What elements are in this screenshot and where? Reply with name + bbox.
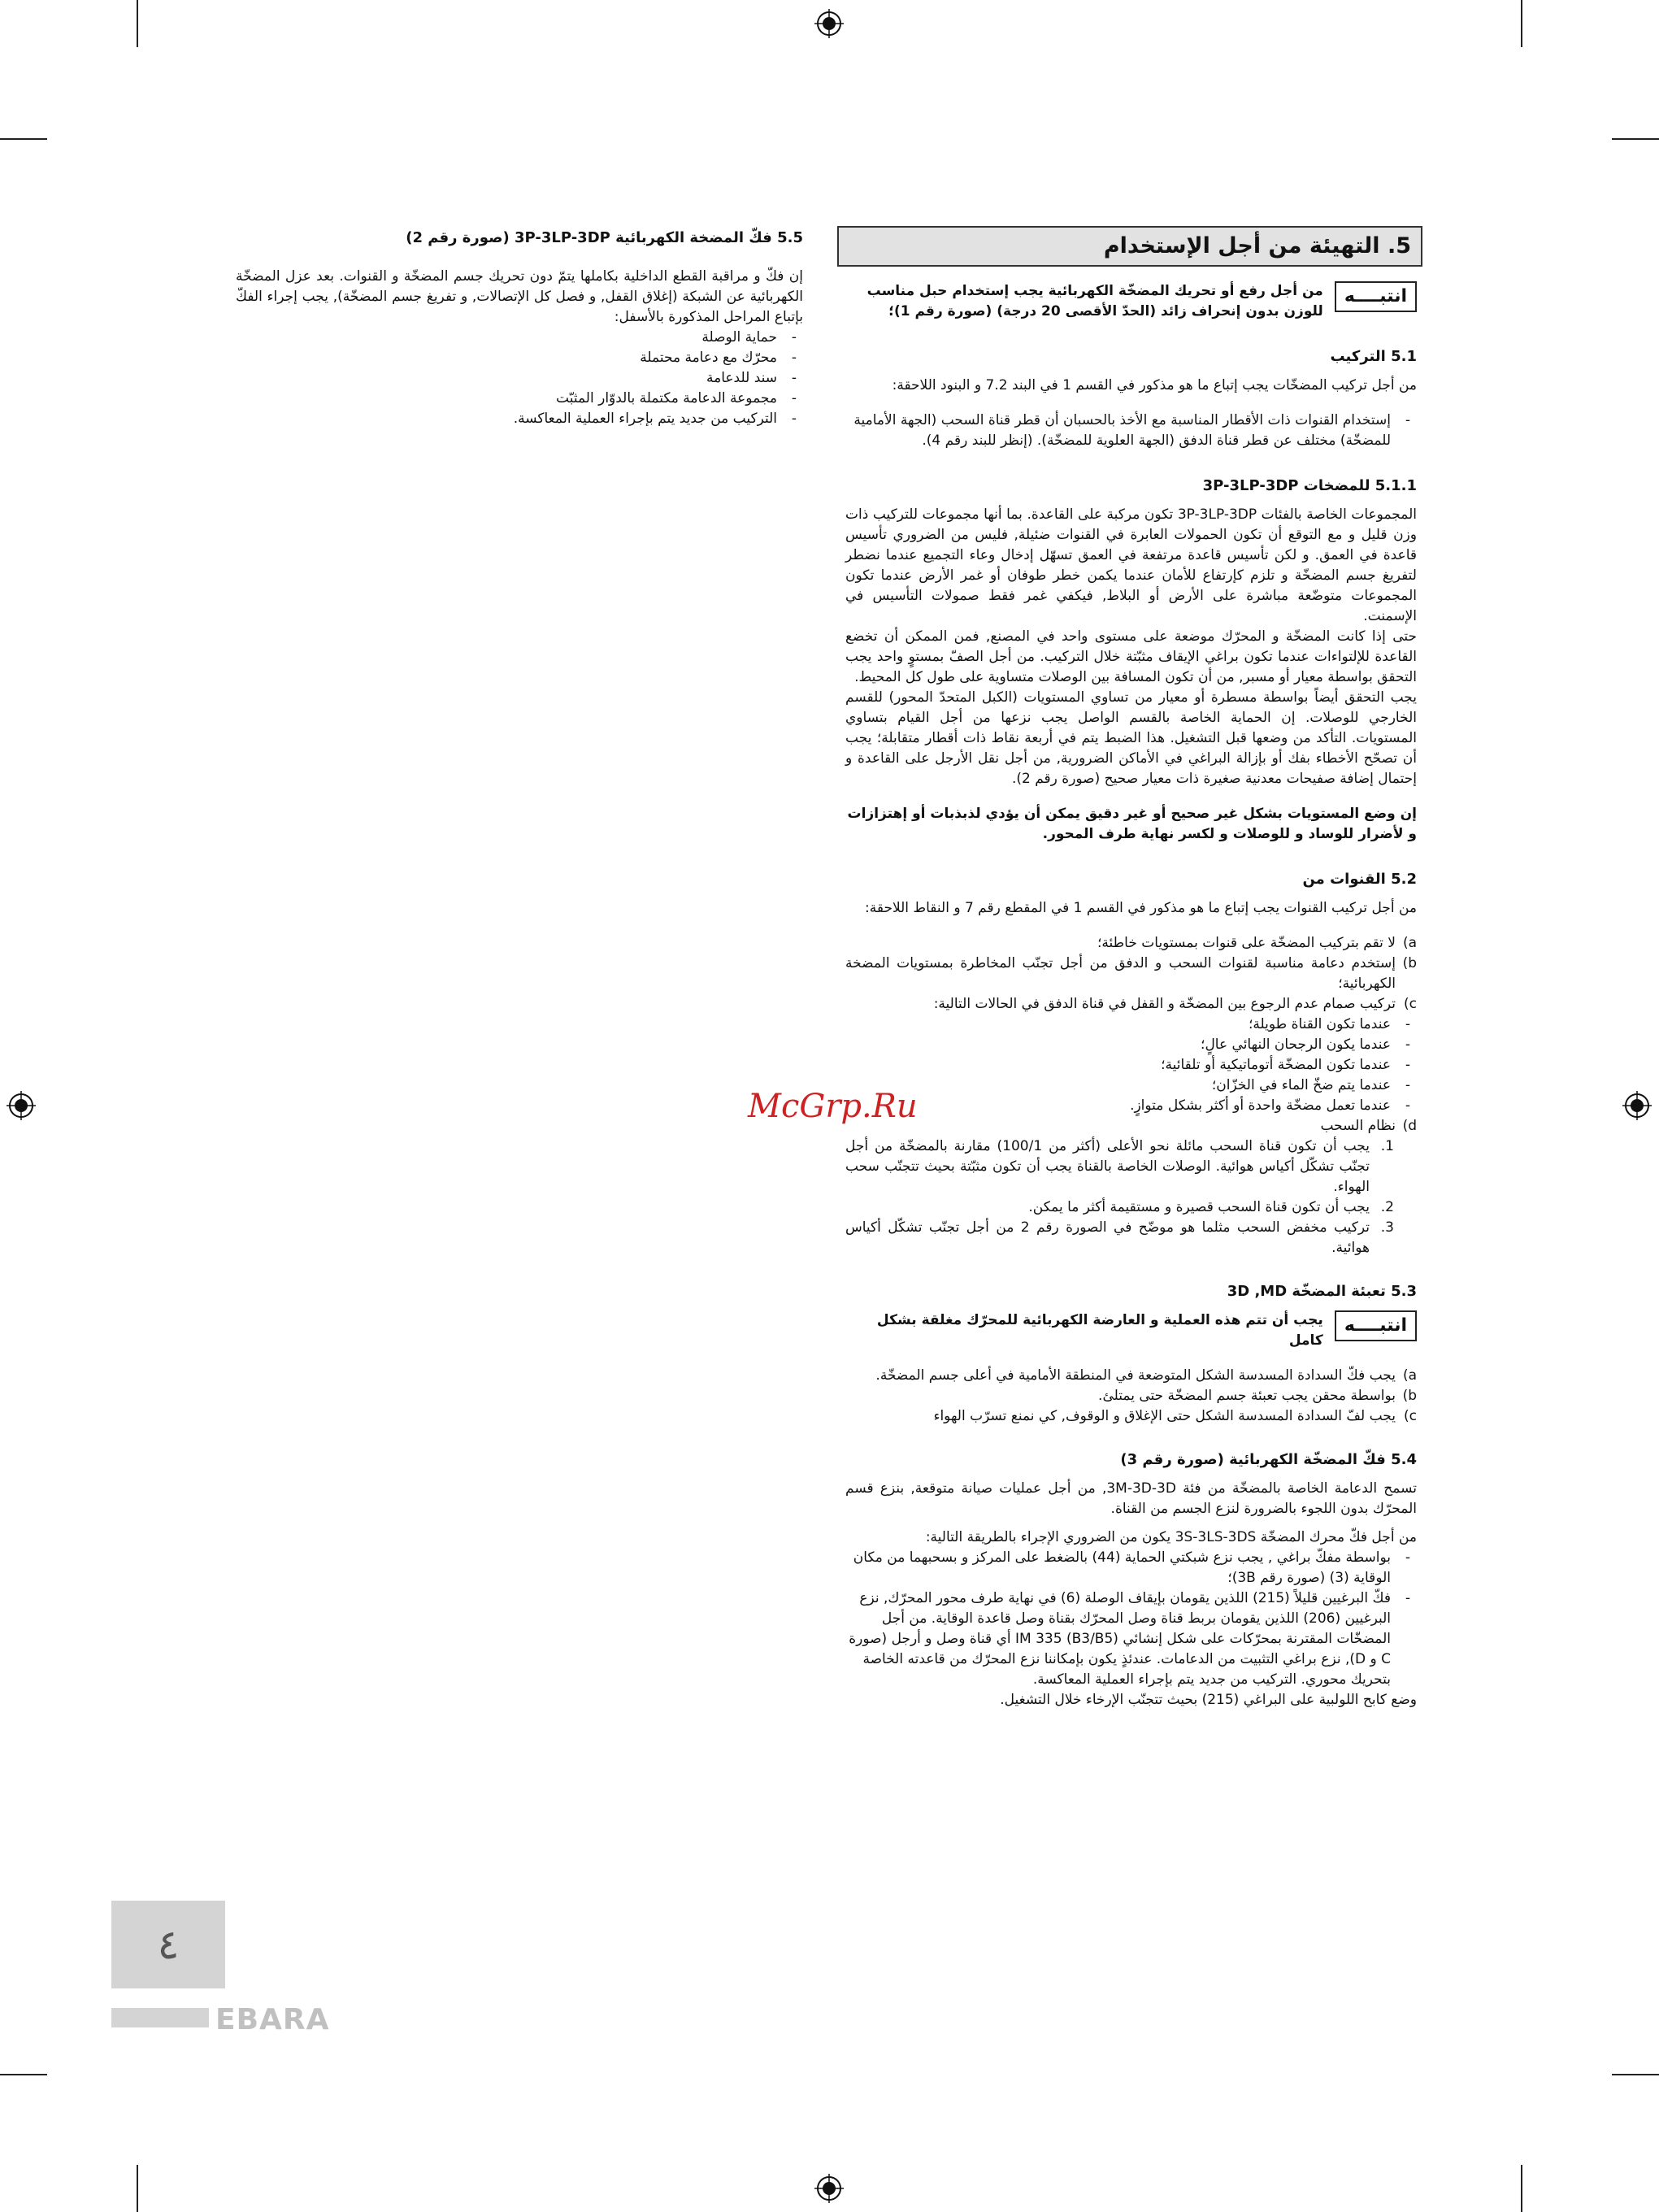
list-item: c) يجب لفّ السدادة المسدسة الشكل حتى الإغلاق و الوقوف, كي نمنع تسرّب الهواء [933, 1408, 1417, 1424]
paragraph: المجموعات الخاصة بالفئات 3P-3LP-3DP تكون مركبة على القاعدة. بما أنها مجموعات للتركيب ذات وزن قليل و مع التوقع أن تكون الحمولات العابرة في القنوات ضئيلة, فليس من الضروري تأسيس قاعدة في العمق. و لكن تأسيس قاعدة مرتفعة في العمق تسهّل إدخال وعاء التجميع عندما نضطر لتفريغ جسم المضخّة و تلزم كإرتفاع للأمان عندما يكمن خطر طوفان أو غمر الأرض عندما تكون المجموعات متوضّعة مباشرة على الأرض أو البلاط, فيكفي غمر فقط صمولات التأسيس في الإسمنت. [845, 506, 1417, 624]
heading-5-5: 5.5 فكّ المضخة الكهربائية 3P-3LP-3DP (صورة رقم 2) [406, 229, 803, 246]
list-item: 2. يجب أن تكون قناة السحب قصيرة و مستقيمة أكثر ما يمكن. [1028, 1199, 1394, 1215]
registration-mark-icon [814, 9, 844, 38]
list-item: - فكّ البرغيين قليلاً (215) اللذين يقومان بإيقاف الوصلة (6) في نهاية طرف محور المحرّك, نزع البرغيين (206) اللذين يقومان بربط قناة وصل المحرّك بقناة وصل قاعدة الوقاية. من أجل المضخّات المقترنة بمحرّكات على شكل إنشائي IM 335 (B3/B5) أي قناة وصل و أرجل (صورة C و D), نزع براغي التثبيت من الدعامات. عندئذٍ يكون بإمكاننا نزع المحرّك من قاعدته الخاصة بتحريك محوري. التركيب من جديد يتم بإجراء العملية المعاكسة. [849, 1590, 1410, 1688]
warning-label: انتبــــه [1335, 1310, 1417, 1341]
watermark: McGrp.Ru [748, 1088, 918, 1125]
warning-label: انتبــــه [1335, 281, 1417, 312]
crop-mark [1521, 0, 1522, 47]
registration-mark-icon [1622, 1091, 1652, 1120]
logo-bar [111, 2008, 209, 2027]
section-5-warning [845, 281, 1417, 322]
registration-mark-icon [7, 1091, 36, 1120]
list-item: c) تركيب صمام عدم الرجوع بين المضخّة و القفل في قناة الدفق في الحالات التالية: [933, 996, 1417, 1012]
list-item: - التركيب من جديد يتم بإجراء العملية المعاكسة. [513, 411, 797, 427]
paragraph: من أجل فكّ محرك المضخّة 3S-3LS-3DS يكون من الضروري الإجراء بالطريقة التالية: [925, 1529, 1417, 1545]
list-item: b) بواسطة محقن يجب تعبئة جسم المضخّة حتى يمتلئ. [1098, 1388, 1417, 1404]
list-item: 3. تركيب مخفض السحب مثلما هو موضّح في الصورة رقم 2 من أجل تجنّب تشكّل أكياس هوائية. [845, 1219, 1394, 1256]
list-item: - عندما تكون القناة طويلة؛ [1249, 1016, 1410, 1032]
crop-mark [0, 2074, 47, 2075]
paragraph: حتى إذا كانت المضخّة و المحرّك موضعة على مستوى واحد في المصنع, فمن الممكن أن تخضع القاعدة للإلتواءات عندما تكون براغي الإيقاف مثبّتة خلال التركيب. من أجل الصفّ بمستوٍ واحد يجب التحقق بواسطة معيار أو مسبر, من أن تكون المسافة بين الوصلات متساوية على طول كل المحيط. [845, 628, 1417, 685]
left-column [236, 228, 803, 429]
list-item: - حماية الوصلة [701, 329, 797, 345]
paragraph: وضع كابح اللولبية على البراغي (215) بحيث تتجنّب الإرخاء خلال التشغيل. [1000, 1692, 1417, 1708]
heading-5-3: 5.3 تعبئة المضخّة 3D ,MD [1227, 1283, 1417, 1300]
brand-logo: EBARA [215, 2003, 330, 2036]
heading-5-1: 5.1 التركيب [1330, 348, 1417, 365]
paragraph: تسمح الدعامة الخاصة بالمضخّة من فئة 3M-3D-3D, من أجل عمليات صيانة متوقعة, بنزع قسم المحرّك بدون اللجوء بالضرورة لنزع الجسم من القناة. [845, 1480, 1418, 1517]
page-number: ٤ [157, 1921, 180, 1968]
heading-5-1-1: 5.1.1 للمضخات 3P-3LP-3DP [1202, 477, 1417, 494]
list-item: b) إستخدم دعامة مناسبة لقنوات السحب و الدفق من أجل تجنّب المخاطرة بمستويات المضخة الكهربائية؛ [845, 955, 1417, 992]
list-item: - عندما يتم ضخّ الماء في الخزّان؛ [1211, 1077, 1410, 1093]
list-item: - إستخدام القنوات ذات الأقطار المناسبة مع الأخذ بالحسبان أن قطر قناة السحب (الجهة الأمامية للمضخّة) مختلف عن قطر قناة الدفق (الجهة العلوية للمضخّة). (إنظر للبند رقم 4). [853, 412, 1410, 449]
section-5-heading: 5. التهيئة من أجل الإستخدام [837, 226, 1422, 267]
heading-5-2: 5.2 القنوات من [1302, 871, 1417, 888]
paragraph: من أجل تركيب القنوات يجب إتباع ما هو مذكور في القسم 1 في المقطع رقم 7 و النقاط اللاحقة: [865, 900, 1417, 916]
list-item: - محرّك مع دعامة محتملة [640, 350, 797, 366]
crop-mark [137, 2165, 138, 2212]
list-item: - عندما تكون المضخّة أتوماتيكية أو تلقائية؛ [1161, 1057, 1410, 1073]
list-item: - مجموعة الدعامة مكتملة بالدوّار المثبّت [556, 390, 797, 406]
list-item: 1. يجب أن تكون قناة السحب مائلة نحو الأعلى (أكثر من 100/1) مقارنة بالمضخّة من أجل تجنّب تشكّل أكياس هوائية. الوصلات الخاصة بالقناة يجب أن تكون مثبّتة بحيث تتجنّب سحب الهواء. [845, 1138, 1394, 1195]
crop-mark [137, 0, 138, 47]
crop-mark [1521, 2165, 1522, 2212]
crop-mark [1612, 138, 1659, 140]
right-column [845, 281, 1417, 1710]
registration-mark-icon [814, 2174, 844, 2203]
crop-mark [1612, 2074, 1659, 2075]
paragraph: إن فكّ و مراقبة القطع الداخلية بكاملها يتمّ دون تحريك جسم المضخّة و القنوات. بعد عزل المضخّة الكهربائية عن الشبكة (إغلاق القفل, و فصل كل الإتصالات, و تفريغ جسم المضخّة), يجب إجراء الفكّ بإتباع المراحل المذكورة بالأسفل: [236, 268, 803, 325]
warning-text: من أجل رفع أو تحريك المضخّة الكهربائية يجب إستخدام حبل مناسب للوزن بدون إنحراف زائد (الحدّ الأقصى 20 درجة) (صورة رقم 1)؛ [866, 283, 1323, 319]
list-item: - بواسطة مفكّ براغي , يجب نزع شبكتي الحماية (44) بالضغط على المركز و بسحبهما من مكان الوقاية (3) (صورة رقم 3B)؛ [853, 1549, 1410, 1586]
warning-text: يجب أن تتم هذه العملية و العارضة الكهربائية للمحرّك مغلقة بشكل كامل [876, 1312, 1323, 1349]
level-warning-text: إن وضع المستويات بشكل غير صحيح أو غير دقيق يمكن أن يؤدي لذبذبات أو إهتزازات و لأضرار للوساد و للوصلات و لكسر نهاية طرف المحور. [847, 806, 1417, 842]
paragraph: يجب التحقق أيضاً بواسطة مسطرة أو معيار من تساوي المستويات (الكبل المتحدّ المحور) للقسم الخارجي للوصلات. إن الحماية الخاصة بالقسم الواصل يجب نزعها من أجل القيام بتساوي المستويات. التأكد من وضعها قبل التشغيل. هذا الضبط يتم في أربعة نقاط ذات أقطار متقابلة؛ يجب أن تصحّح الأخطاء بفك أو بإزالة البراغي في الأماكن الضرورية, من أجل نقل الأرجل على القاعدة و إحتمال إضافة صفيحات معدنية صغيرة ذات معيار صحيح (صورة رقم 2). [845, 689, 1417, 787]
crop-mark [0, 138, 47, 140]
section-5-3-warning [845, 1310, 1417, 1351]
heading-5-4: 5.4 فكّ المضخّة الكهربائية (صورة رقم 3) [1120, 1451, 1417, 1468]
list-item: - عندما يكون الرجحان النهائي عالٍ؛ [1201, 1036, 1410, 1053]
list-item: - عندما تعمل مضخّة واحدة أو أكثر بشكل متوازٍ. [1130, 1097, 1410, 1114]
paragraph: من أجل تركيب المضخّات يجب إتباع ما هو مذكور في القسم 1 في البند 7.2 و البنود اللاحقة: [892, 377, 1417, 393]
list-item: a) يجب فكّ السدادة المسدسة الشكل المتوضعة في المنطقة الأمامية في أعلى جسم المضخّة. [875, 1367, 1417, 1384]
list-item: - سند للدعامة [706, 370, 797, 386]
list-item: a) لا تقم بتركيب المضخّة على قنوات بمستويات خاطئة؛ [1097, 935, 1417, 951]
list-item: d) نظام السحب [1320, 1118, 1417, 1134]
page-number-tab [111, 1901, 225, 1988]
